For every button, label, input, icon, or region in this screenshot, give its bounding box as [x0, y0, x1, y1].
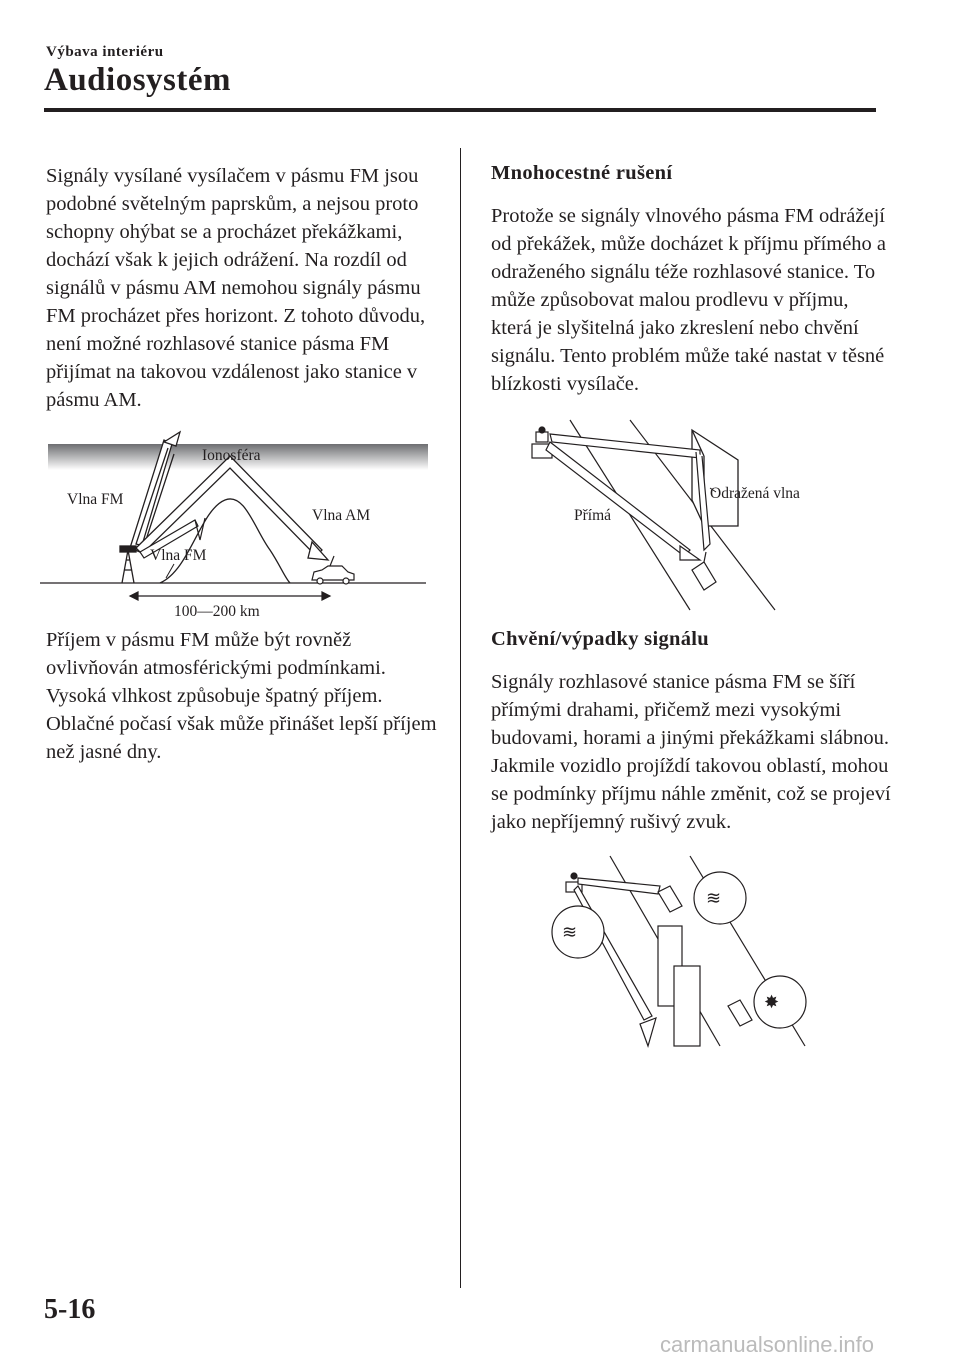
fm-wave-lower-label: Vlna FM	[150, 547, 207, 564]
direct-wave-arrowhead	[680, 546, 700, 560]
am-wave-arrowhead	[308, 542, 328, 560]
am-wave-label: Vlna AM	[312, 507, 371, 524]
ionosphere-label: Ionosféra	[202, 447, 261, 464]
noise-glyph-top: ≋	[706, 888, 722, 909]
fading-paragraph: Signály rozhlasové stanice pásma FM se šíří přímými drahami, přičemž mezi vysokými budovami, horami a jinými překážkami slábnou. Jakmile vozidlo projíždí takovou oblastí, mohou se podmínky příjmu náhle změnit, což se projeví jako nepříjemný rušivý zvuk.	[491, 671, 891, 833]
watermark: carmanualsonline.info	[660, 1332, 875, 1357]
noise-glyph-bottom: ✸	[764, 992, 780, 1013]
distance-label: 100—200 km	[174, 603, 260, 620]
signal-wave-right	[578, 878, 660, 894]
buildings-icon	[658, 926, 700, 1046]
car-icon	[312, 556, 354, 584]
noise-bubble-left	[552, 906, 604, 958]
fading-heading: Chvění/výpadky signálu	[491, 628, 709, 650]
multipath-heading: Mnohocestné rušení	[491, 162, 673, 184]
page-title: Audiosystém	[44, 62, 232, 98]
reflected-wave-arrow	[550, 434, 700, 458]
fm-wave-upper-label: Vlna FM	[67, 491, 124, 508]
column-divider	[460, 148, 461, 1288]
fm-signals-paragraph: Signály vysílané vysílačem v pásmu FM jsou podobné světelným paprskům, a nejsou proto schopny ohýbat se a procházet překážkami, dochází však k jejich odrážení. Na rozdíl od signálů v pásmu AM nemohou signály pásmu FM procházet přes horizont. Z tohoto důvodu, není možné rozhlasové stanice pásma FM přijímat na takovou vzdálenost jako stanice v pásmu AM.	[46, 165, 426, 411]
page-number: 5-16	[44, 1294, 96, 1325]
fm-am-propagation-figure	[40, 420, 440, 620]
distance-arrow	[130, 592, 330, 600]
fading-figure	[540, 856, 820, 1056]
transmitter-icon	[532, 427, 552, 458]
signal-wave-arrowhead	[640, 1018, 656, 1046]
car-icon-top	[658, 886, 682, 912]
direct-wave-label: Přímá	[574, 507, 612, 524]
car-icon-bottom	[728, 1000, 752, 1026]
noise-glyph-left: ≋	[562, 922, 578, 943]
direct-wave-arrow	[546, 442, 690, 556]
multipath-paragraph: Protože se signály vlnového pásma FM odrážejí od překážek, může docházet k příjmu přímého a odraženého signálu téže rozhlasové stanice. To může způsobovat malou prodlevu v příjmu, která je slyšitelná jako zkreslení nebo chvění signálu. Tento problém může také nastat v těsné blízkosti vysílače.	[491, 205, 887, 395]
breadcrumb: Výbava interiéru	[46, 44, 164, 60]
multipath-figure	[520, 420, 840, 620]
reflected-wave-label: Odražená vlna	[710, 485, 800, 502]
header-rule	[44, 108, 876, 112]
atmosphere-paragraph: Příjem v pásmu FM může být rovněž ovlivňován atmosférickými podmínkami. Vysoká vlhkost způsobuje špatný příjem. Oblačné počasí však může přinášet lepší příjem než jasné dny.	[46, 629, 437, 763]
transmitter-tower-icon	[120, 546, 136, 583]
noise-bubble-bottom	[754, 976, 806, 1028]
